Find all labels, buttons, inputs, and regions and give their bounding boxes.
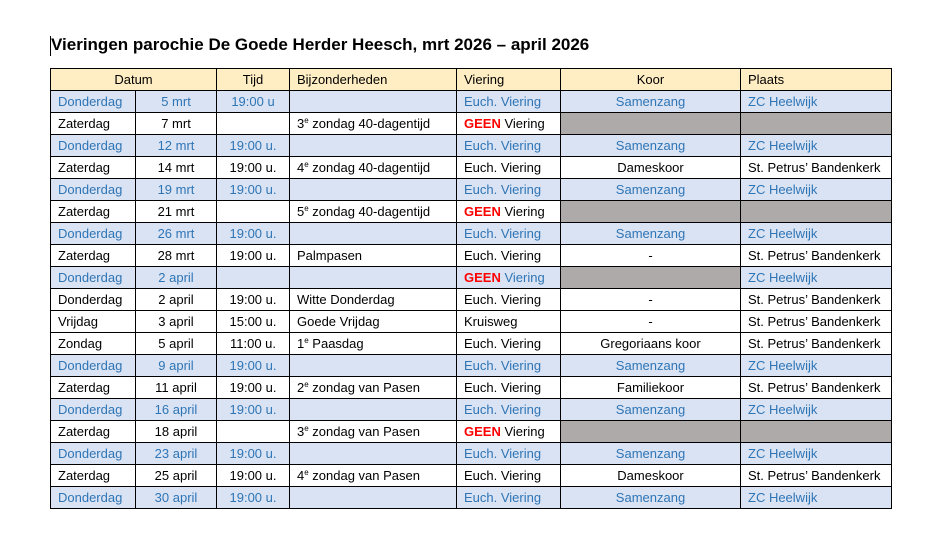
- viering-text: Euch. Viering: [464, 336, 542, 351]
- cell-dag: Zaterdag: [51, 201, 136, 223]
- cell-dag: Zondag: [51, 333, 136, 355]
- cell-plaats: ZC Heelwijk: [741, 355, 892, 377]
- cell-tijd: 19:00 u.: [217, 179, 290, 201]
- cell-datum: 2 april: [136, 289, 217, 311]
- viering-text: Euch. Viering: [464, 490, 542, 505]
- cell-viering: [457, 333, 561, 355]
- cell-dag: Zaterdag: [51, 245, 136, 267]
- schedule-body: [51, 91, 892, 509]
- cell-dag: Donderdag: [51, 179, 136, 201]
- cell-koor: -: [561, 245, 741, 267]
- cell-viering: [457, 179, 561, 201]
- cell-plaats: St. Petrus’ Bandenkerk: [741, 333, 892, 355]
- header-viering: Viering: [457, 69, 561, 91]
- cell-tijd: 19:00 u: [217, 91, 290, 113]
- table-row: [51, 355, 892, 377]
- viering-text: Euch. Viering: [464, 226, 542, 241]
- cell-koor: Samenzang: [561, 91, 741, 113]
- cell-viering: [457, 399, 561, 421]
- cell-bijzonderheden: [290, 113, 457, 135]
- cell-bijzonderheden: [290, 91, 457, 113]
- viering-text: Euch. Viering: [464, 402, 542, 417]
- bijz-rest: zondag 40-dagentijd: [308, 160, 431, 175]
- cell-koor: -: [561, 311, 741, 333]
- cell-plaats: ZC Heelwijk: [741, 135, 892, 157]
- cell-koor: [561, 267, 741, 289]
- table-row: [51, 91, 892, 113]
- table-row: [51, 465, 892, 487]
- cell-plaats: ZC Heelwijk: [741, 267, 892, 289]
- cell-datum: 21 mrt: [136, 201, 217, 223]
- cell-koor: Samenzang: [561, 399, 741, 421]
- cell-koor: Familiekoor: [561, 377, 741, 399]
- bijz-text: 4: [297, 160, 305, 175]
- cell-bijzonderheden: [290, 201, 457, 223]
- cell-dag: Donderdag: [51, 443, 136, 465]
- bijz-rest: Paasdag: [308, 336, 364, 351]
- cell-datum: 25 april: [136, 465, 217, 487]
- cell-tijd: 15:00 u.: [217, 311, 290, 333]
- cell-viering: [457, 91, 561, 113]
- viering-text: Euch. Viering: [464, 358, 542, 373]
- viering-text: Viering: [500, 270, 545, 285]
- cell-koor: -: [561, 289, 741, 311]
- cell-bijzonderheden: [290, 179, 457, 201]
- header-datum: Datum: [51, 69, 217, 91]
- viering-text: Euch. Viering: [464, 182, 542, 197]
- cell-viering: [457, 465, 561, 487]
- cell-datum: 2 april: [136, 267, 217, 289]
- cell-plaats: St. Petrus’ Bandenkerk: [741, 311, 892, 333]
- viering-text: Euch. Viering: [464, 468, 542, 483]
- bijz-sup: e: [304, 336, 309, 345]
- bijz-rest: zondag 40-dagentijd: [308, 116, 431, 131]
- viering-text: Kruisweg: [464, 314, 518, 329]
- cell-viering: [457, 245, 561, 267]
- bijz-rest: zondag van Pasen: [308, 380, 420, 395]
- header-koor: Koor: [561, 69, 741, 91]
- cell-dag: Donderdag: [51, 267, 136, 289]
- bijz-sup: e: [304, 380, 309, 389]
- cell-dag: Donderdag: [51, 289, 136, 311]
- cell-viering: [457, 157, 561, 179]
- cell-koor: Gregoriaans koor: [561, 333, 741, 355]
- cell-koor: Samenzang: [561, 443, 741, 465]
- viering-text: Euch. Viering: [464, 248, 542, 263]
- cell-bijzonderheden: [290, 311, 457, 333]
- viering-text: Euch. Viering: [464, 380, 542, 395]
- cell-dag: Donderdag: [51, 399, 136, 421]
- cell-tijd: [217, 421, 290, 443]
- cell-tijd: 19:00 u.: [217, 465, 290, 487]
- table-row: [51, 311, 892, 333]
- cell-tijd: 19:00 u.: [217, 399, 290, 421]
- cell-datum: 3 april: [136, 311, 217, 333]
- table-row: [51, 113, 892, 135]
- cell-dag: Vrijdag: [51, 311, 136, 333]
- cell-plaats: St. Petrus’ Bandenkerk: [741, 245, 892, 267]
- cell-tijd: 19:00 u.: [217, 245, 290, 267]
- cell-plaats: St. Petrus’ Bandenkerk: [741, 377, 892, 399]
- cell-viering: [457, 201, 561, 223]
- cell-plaats: ZC Heelwijk: [741, 399, 892, 421]
- header-row: [51, 69, 892, 91]
- cell-tijd: 19:00 u.: [217, 135, 290, 157]
- header-tijd: Tijd: [217, 69, 290, 91]
- cell-koor: [561, 421, 741, 443]
- cell-plaats: [741, 201, 892, 223]
- cell-bijzonderheden: [290, 399, 457, 421]
- cell-tijd: 19:00 u.: [217, 289, 290, 311]
- cell-dag: Zaterdag: [51, 113, 136, 135]
- table-row: [51, 421, 892, 443]
- bijz-rest: zondag van Pasen: [308, 424, 420, 439]
- geen-label: GEEN: [464, 116, 501, 131]
- bijz-sup: e: [304, 468, 309, 477]
- cell-dag: Zaterdag: [51, 465, 136, 487]
- cell-dag: Zaterdag: [51, 377, 136, 399]
- bijz-text: 3: [297, 116, 305, 131]
- table-row: [51, 377, 892, 399]
- cell-viering: [457, 487, 561, 509]
- bijz-sup: e: [304, 160, 309, 169]
- cell-tijd: [217, 267, 290, 289]
- cell-bijzonderheden: [290, 421, 457, 443]
- table-row: [51, 157, 892, 179]
- bijz-text: 2: [297, 380, 305, 395]
- bijz-text: 3: [297, 424, 305, 439]
- cell-dag: Donderdag: [51, 223, 136, 245]
- cell-viering: [457, 421, 561, 443]
- cell-bijzonderheden: [290, 355, 457, 377]
- cell-tijd: 19:00 u.: [217, 355, 290, 377]
- viering-text: Euch. Viering: [464, 138, 542, 153]
- cell-bijzonderheden: [290, 135, 457, 157]
- cell-plaats: ZC Heelwijk: [741, 91, 892, 113]
- cell-dag: Zaterdag: [51, 421, 136, 443]
- schedule-table: [50, 68, 892, 509]
- cell-bijzonderheden: [290, 465, 457, 487]
- viering-text: Euch. Viering: [464, 160, 542, 175]
- cell-bijzonderheden: [290, 245, 457, 267]
- cell-datum: 26 mrt: [136, 223, 217, 245]
- cell-bijzonderheden: [290, 333, 457, 355]
- cell-tijd: 11:00 u.: [217, 333, 290, 355]
- cell-tijd: 19:00 u.: [217, 443, 290, 465]
- cell-koor: Samenzang: [561, 135, 741, 157]
- cell-bijzonderheden: [290, 443, 457, 465]
- cell-tijd: [217, 201, 290, 223]
- table-row: [51, 443, 892, 465]
- cell-dag: Donderdag: [51, 355, 136, 377]
- cell-koor: Samenzang: [561, 355, 741, 377]
- cell-tijd: 19:00 u.: [217, 157, 290, 179]
- bijz-text: 4: [297, 468, 305, 483]
- table-row: [51, 245, 892, 267]
- cell-tijd: 19:00 u.: [217, 377, 290, 399]
- cell-viering: [457, 377, 561, 399]
- cell-viering: [457, 113, 561, 135]
- table-row: [51, 399, 892, 421]
- cell-plaats: ZC Heelwijk: [741, 223, 892, 245]
- table-row: [51, 487, 892, 509]
- cell-dag: Donderdag: [51, 91, 136, 113]
- cell-viering: [457, 267, 561, 289]
- cell-datum: 7 mrt: [136, 113, 217, 135]
- cell-koor: Dameskoor: [561, 157, 741, 179]
- cell-viering: [457, 355, 561, 377]
- cell-plaats: [741, 113, 892, 135]
- cell-datum: 11 april: [136, 377, 217, 399]
- viering-text: Euch. Viering: [464, 292, 542, 307]
- cell-koor: Samenzang: [561, 487, 741, 509]
- cell-plaats: [741, 421, 892, 443]
- bijz-text: Palmpasen: [297, 248, 363, 263]
- cell-viering: [457, 289, 561, 311]
- cell-koor: Samenzang: [561, 179, 741, 201]
- cell-bijzonderheden: [290, 223, 457, 245]
- table-row: [51, 223, 892, 245]
- cell-bijzonderheden: [290, 487, 457, 509]
- cell-plaats: St. Petrus’ Bandenkerk: [741, 157, 892, 179]
- cell-datum: 5 april: [136, 333, 217, 355]
- cell-koor: Dameskoor: [561, 465, 741, 487]
- bijz-sup: e: [304, 116, 309, 125]
- bijz-rest: zondag van Pasen: [308, 468, 420, 483]
- cell-bijzonderheden: [290, 289, 457, 311]
- header-bijzonderheden: Bijzonderheden: [290, 69, 457, 91]
- cell-koor: [561, 201, 741, 223]
- cell-bijzonderheden: [290, 157, 457, 179]
- bijz-sup: e: [304, 204, 309, 213]
- viering-text: Euch. Viering: [464, 446, 542, 461]
- cell-tijd: 19:00 u.: [217, 487, 290, 509]
- cell-datum: 18 april: [136, 421, 217, 443]
- cell-tijd: 19:00 u.: [217, 223, 290, 245]
- cell-viering: [457, 311, 561, 333]
- viering-text: Euch. Viering: [464, 94, 542, 109]
- cell-bijzonderheden: [290, 377, 457, 399]
- cell-koor: Samenzang: [561, 223, 741, 245]
- cell-datum: 5 mrt: [136, 91, 217, 113]
- cell-viering: [457, 223, 561, 245]
- bijz-text: Witte Donderdag: [297, 292, 395, 307]
- cell-datum: 12 mrt: [136, 135, 217, 157]
- cell-plaats: St. Petrus’ Bandenkerk: [741, 289, 892, 311]
- cell-viering: [457, 135, 561, 157]
- cell-koor: [561, 113, 741, 135]
- bijz-sup: e: [304, 424, 309, 433]
- cell-plaats: St. Petrus’ Bandenkerk: [741, 465, 892, 487]
- cell-datum: 16 april: [136, 399, 217, 421]
- table-row: [51, 201, 892, 223]
- cell-viering: [457, 443, 561, 465]
- cell-datum: 28 mrt: [136, 245, 217, 267]
- cell-plaats: ZC Heelwijk: [741, 487, 892, 509]
- cell-bijzonderheden: [290, 267, 457, 289]
- geen-label: GEEN: [464, 424, 501, 439]
- table-row: [51, 289, 892, 311]
- bijz-rest: zondag 40-dagentijd: [308, 204, 431, 219]
- cell-datum: 9 april: [136, 355, 217, 377]
- header-plaats: Plaats: [741, 69, 892, 91]
- bijz-text: 5: [297, 204, 305, 219]
- cell-plaats: ZC Heelwijk: [741, 179, 892, 201]
- viering-text: Viering: [500, 116, 545, 131]
- page-title: Vieringen parochie De Goede Herder Heesch, mrt 2026 – april 2026: [51, 35, 590, 54]
- bijz-text: 1: [297, 336, 305, 351]
- viering-text: Viering: [500, 424, 545, 439]
- cell-datum: 30 april: [136, 487, 217, 509]
- table-row: [51, 333, 892, 355]
- table-row: [51, 267, 892, 289]
- table-row: [51, 179, 892, 201]
- cell-plaats: ZC Heelwijk: [741, 443, 892, 465]
- bijz-text: Goede Vrijdag: [297, 314, 380, 329]
- cell-datum: 23 april: [136, 443, 217, 465]
- geen-label: GEEN: [464, 204, 501, 219]
- cell-datum: 19 mrt: [136, 179, 217, 201]
- cell-datum: 14 mrt: [136, 157, 217, 179]
- cell-dag: Donderdag: [51, 487, 136, 509]
- geen-label: GEEN: [464, 270, 501, 285]
- cell-tijd: [217, 113, 290, 135]
- cell-dag: Zaterdag: [51, 157, 136, 179]
- table-row: [51, 135, 892, 157]
- viering-text: Viering: [500, 204, 545, 219]
- cell-dag: Donderdag: [51, 135, 136, 157]
